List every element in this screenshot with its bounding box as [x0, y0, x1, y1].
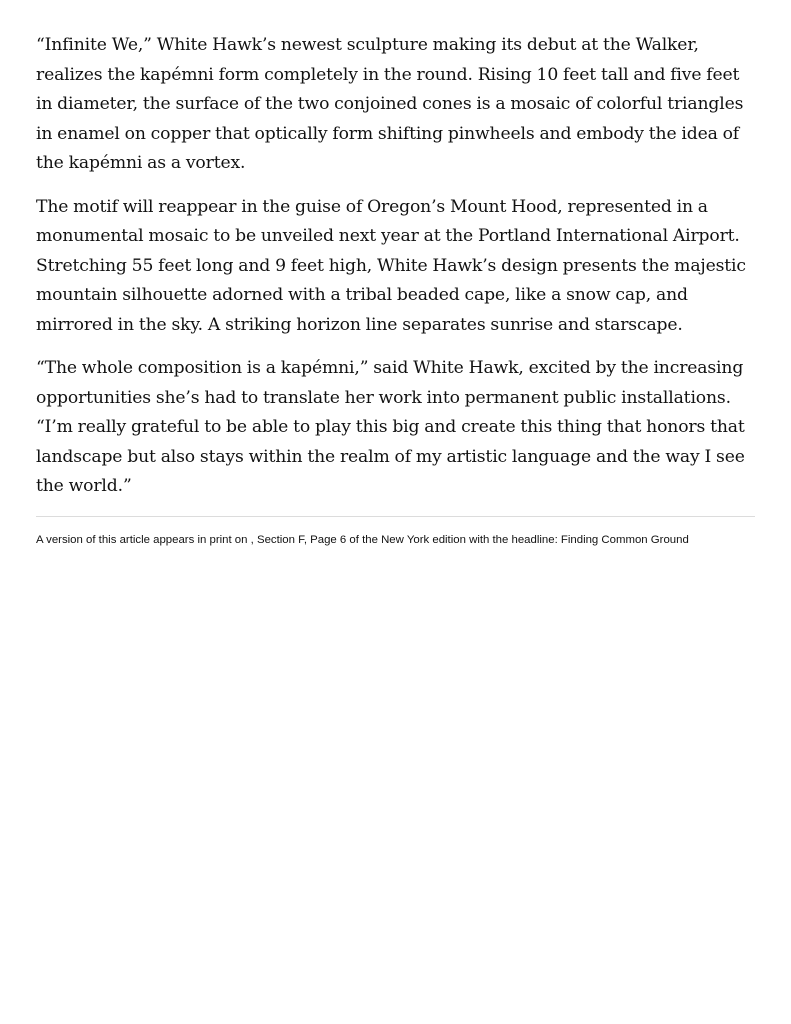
article-paragraph: “Infinite We,” White Hawk’s newest sculpture making its debut at the Walker, realizes the kapémni form completely in the round. Rising 10 feet tall and five feet in diameter, the surface of the two conjoined cones is a mosaic of colorful triangles in enamel on copper that optically form shifting pinwheels and embody the idea of the kapémni as a vortex. — [36, 35, 744, 173]
divider — [36, 516, 755, 517]
article-paragraph: “The whole composition is a kapémni,” said White Hawk, excited by the increasing opportunities she’s had to translate her work into permanent public installations. “I’m really grateful to be able to play this big and create this thing that honors that landscape but also stays within the realm of my artistic language and the way I see the world.” — [36, 358, 745, 496]
print-edition-note: A version of this article appears in print on , Section F, Page 6 of the New York edition with the headline: Finding Common Ground — [36, 533, 689, 546]
article-body — [36, 31, 756, 548]
article-paragraph: The motif will reappear in the guise of Oregon’s Mount Hood, represented in a monumental mosaic to be unveiled next year at the Portland International Airport. Stretching 55 feet long and 9 feet high, White Hawk’s design presents the majestic mountain silhouette adorned with a tribal beaded cape, like a snow cap, and mirrored in the sky. A striking horizon line separates sunrise and starscape. — [36, 196, 746, 335]
